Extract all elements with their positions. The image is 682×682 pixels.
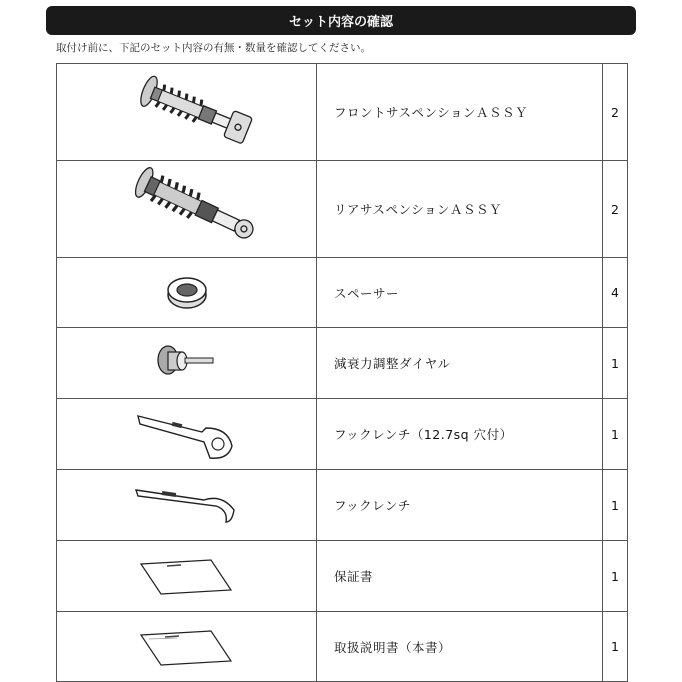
item-name: フックレンチ — [317, 470, 603, 541]
table-row — [57, 470, 628, 541]
image-cell — [57, 541, 317, 612]
item-name: 減衰力調整ダイヤル — [317, 328, 603, 399]
item-qty: 1 — [603, 399, 628, 470]
table-row — [57, 541, 628, 612]
section-title: セット内容の確認 — [288, 15, 393, 30]
item-qty: 1 — [603, 612, 628, 682]
item-qty: 1 — [603, 470, 628, 541]
item-qty: 2 — [603, 64, 628, 161]
image-cell — [57, 258, 317, 328]
rear-suspension-icon — [107, 163, 267, 255]
parts-table — [56, 63, 628, 682]
table-row — [57, 258, 628, 328]
table-row — [57, 399, 628, 470]
hook-wrench-icon — [132, 480, 242, 530]
item-name: フックレンチ（12.7sq 穴付） — [317, 399, 603, 470]
section-title-bar — [46, 6, 636, 35]
item-qty: 1 — [603, 541, 628, 612]
item-name: 保証書 — [317, 541, 603, 612]
intro-text: 取付け前に、下記のセット内容の有無・数量を確認してください。 — [56, 42, 371, 54]
table-row — [57, 612, 628, 682]
image-cell — [57, 328, 317, 399]
table-row — [57, 64, 628, 161]
item-name: リアサスペンションＡＳＳＹ — [317, 161, 603, 258]
table-row — [57, 161, 628, 258]
image-cell — [57, 470, 317, 541]
item-name: フロントサスペンションＡＳＳＹ — [317, 64, 603, 161]
image-cell — [57, 161, 317, 258]
image-cell — [57, 612, 317, 682]
item-qty: 4 — [603, 258, 628, 328]
table-row — [57, 328, 628, 399]
hook-wrench-with-hole-icon — [132, 406, 242, 462]
spacer-icon — [162, 273, 212, 313]
item-name: スペーサー — [317, 258, 603, 328]
item-qty: 1 — [603, 328, 628, 399]
manual-icon — [137, 627, 237, 667]
image-cell — [57, 399, 317, 470]
damping-dial-icon — [152, 340, 222, 386]
item-qty: 2 — [603, 161, 628, 258]
warranty-card-icon — [137, 556, 237, 596]
item-name: 取扱説明書（本書） — [317, 612, 603, 682]
image-cell — [57, 64, 317, 161]
front-suspension-icon — [112, 67, 262, 157]
